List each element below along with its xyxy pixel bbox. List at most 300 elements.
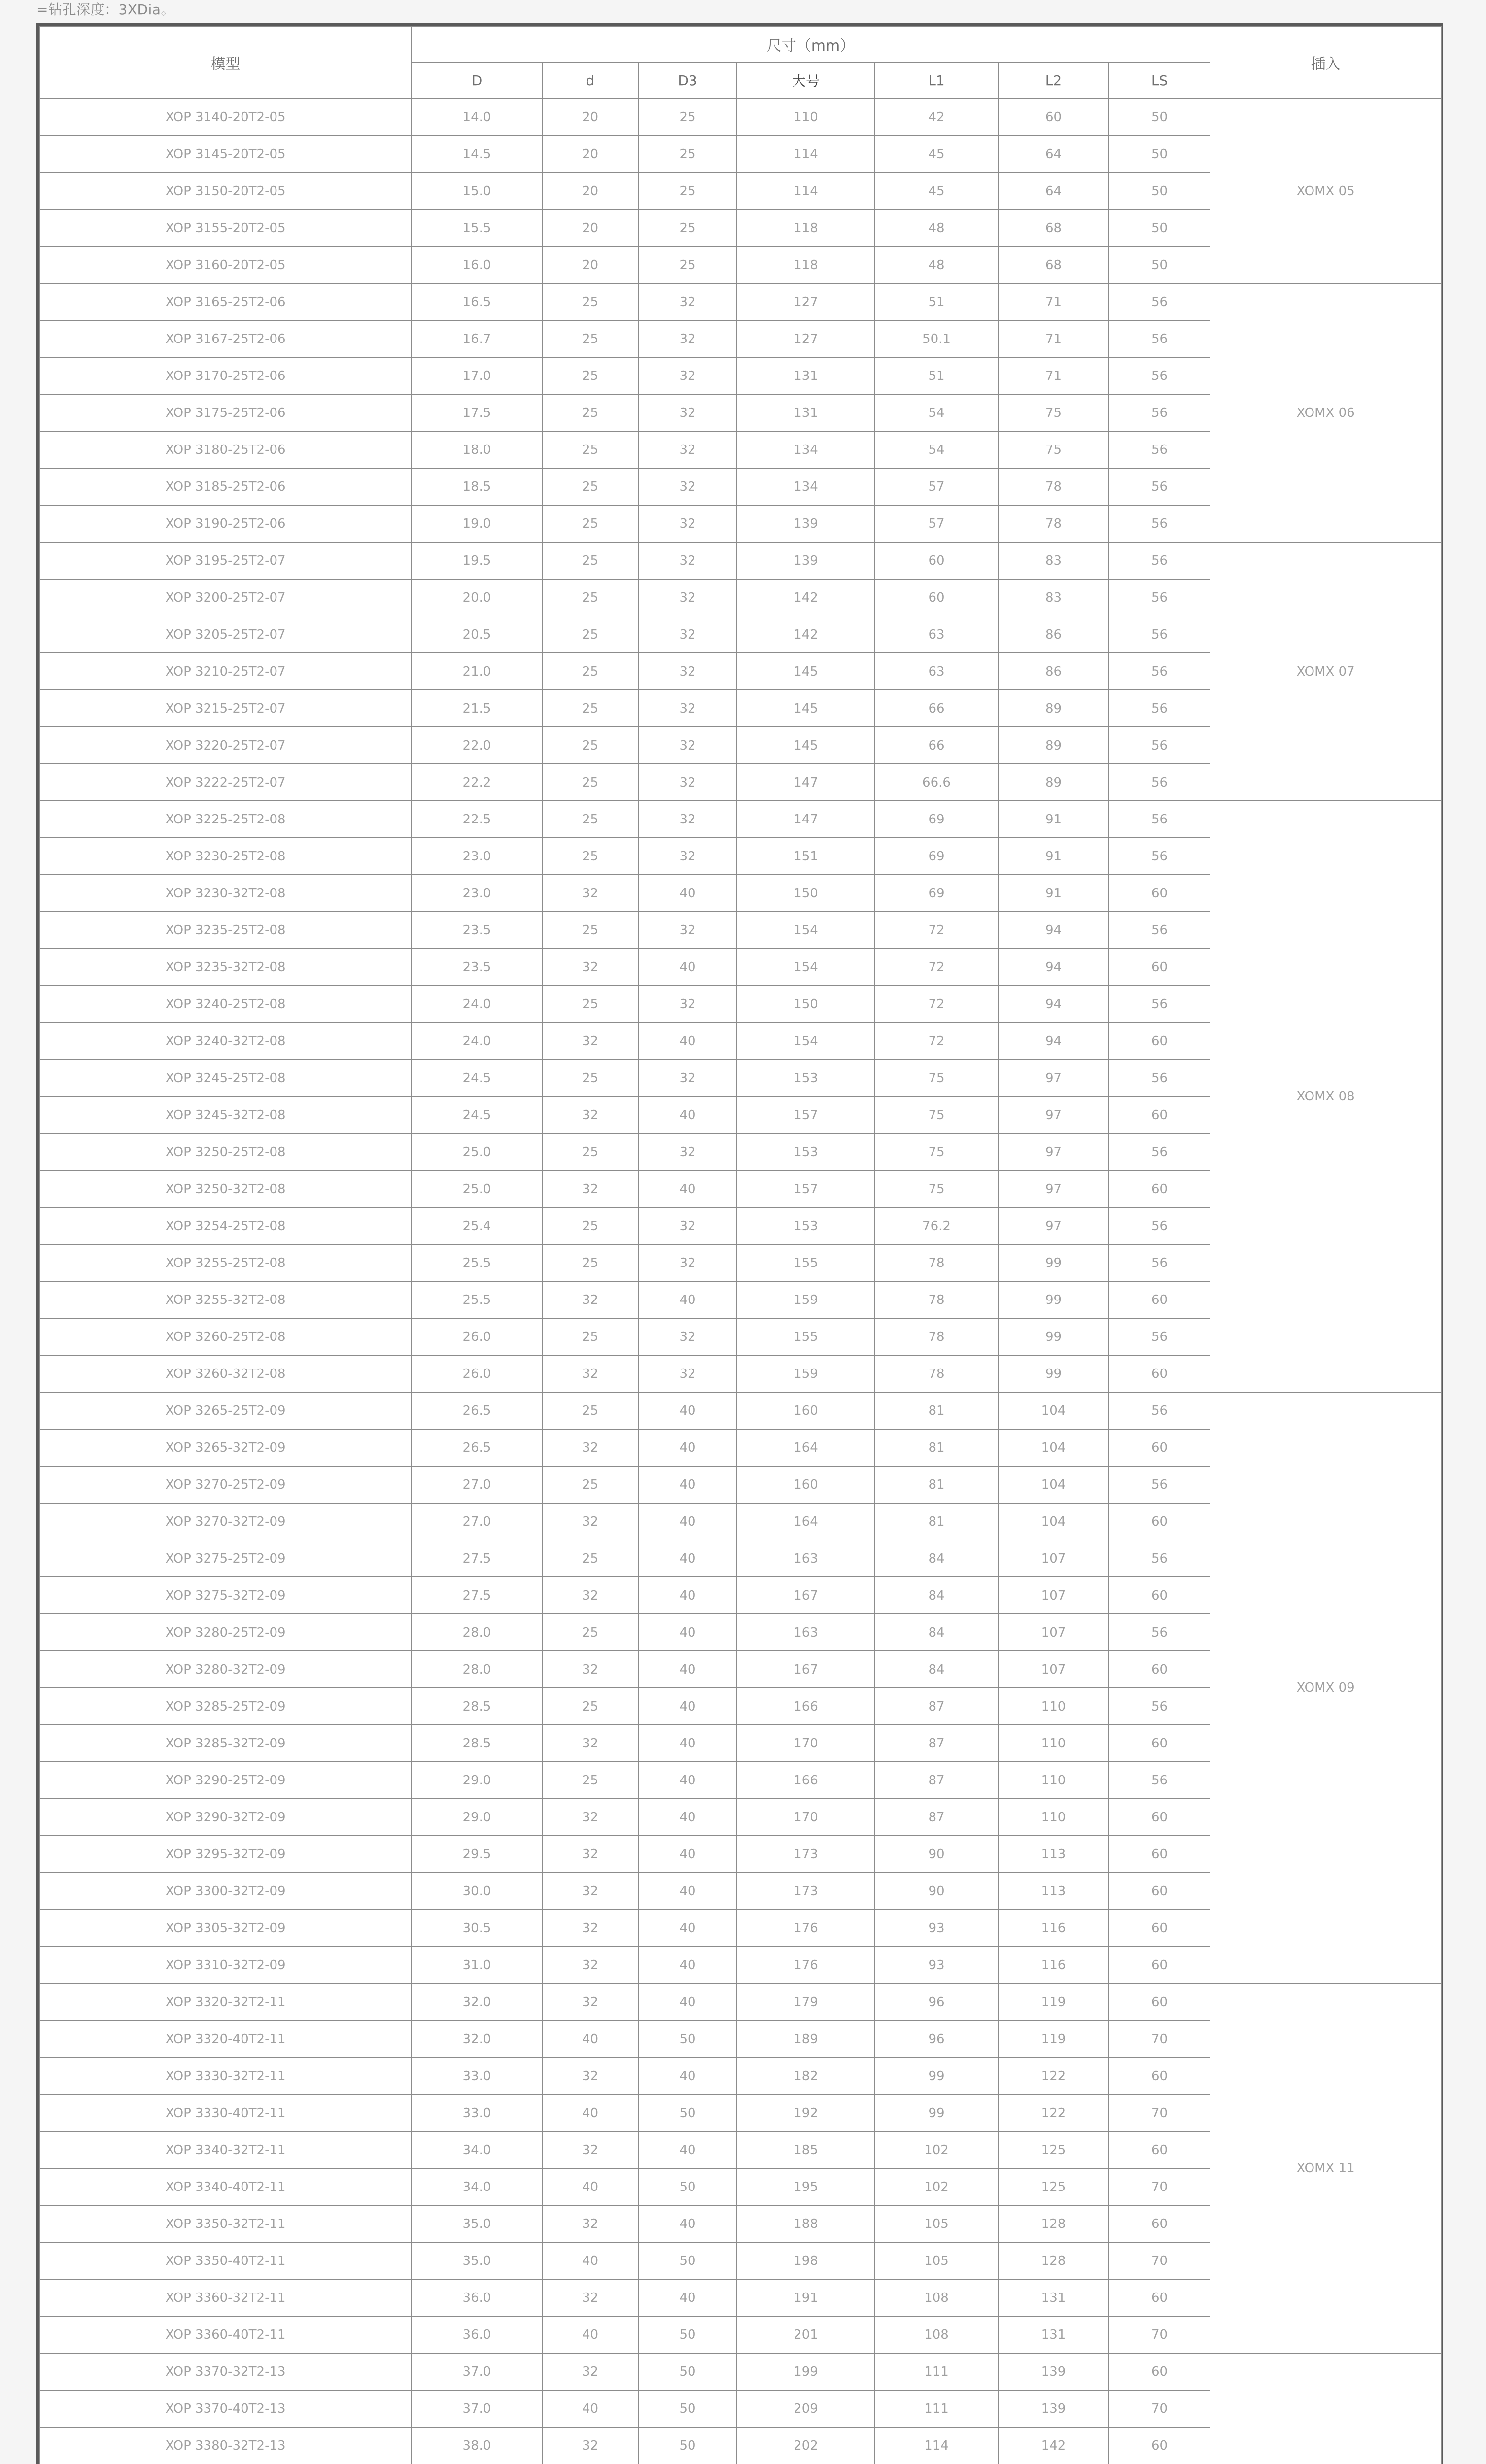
L2-cell: 104 [998, 1429, 1109, 1466]
L2-cell: 91 [998, 801, 1109, 838]
large-cell: 195 [737, 2168, 875, 2205]
model-cell: XOP 3285-25T2-09 [39, 1688, 412, 1725]
L2-cell: 78 [998, 505, 1109, 542]
D3-cell: 40 [638, 1762, 737, 1799]
D3-cell: 50 [638, 2427, 737, 2464]
d-cell: 32 [542, 1281, 638, 1318]
LS-cell: 70 [1109, 2242, 1210, 2279]
d-cell: 20 [542, 246, 638, 283]
LS-cell: 60 [1109, 1429, 1210, 1466]
D-cell: 35.0 [412, 2205, 542, 2242]
D-cell: 33.0 [412, 2057, 542, 2094]
d-cell: 32 [542, 2131, 638, 2168]
L1-cell: 57 [875, 505, 998, 542]
D3-cell: 50 [638, 2390, 737, 2427]
D-cell: 18.0 [412, 431, 542, 468]
D-cell: 36.0 [412, 2279, 542, 2316]
insert-cell: XOMX 11 [1210, 1984, 1441, 2353]
D3-cell: 40 [638, 1429, 737, 1466]
D-cell: 32.0 [412, 1984, 542, 2020]
D3-cell: 40 [638, 2279, 737, 2316]
model-cell: XOP 3225-25T2-08 [39, 801, 412, 838]
L1-cell: 81 [875, 1503, 998, 1540]
D-cell: 27.5 [412, 1577, 542, 1614]
d-cell: 25 [542, 579, 638, 616]
L2-cell: 97 [998, 1096, 1109, 1133]
LS-cell: 60 [1109, 2131, 1210, 2168]
D3-cell: 32 [638, 505, 737, 542]
D3-cell: 50 [638, 2316, 737, 2353]
d-cell: 25 [542, 838, 638, 875]
D-cell: 22.5 [412, 801, 542, 838]
L2-cell: 94 [998, 912, 1109, 949]
drilling-depth-note: =钻孔深度：3XDia。 [36, 1, 175, 18]
large-cell: 153 [737, 1133, 875, 1170]
L2-cell: 97 [998, 1207, 1109, 1244]
large-cell: 114 [737, 136, 875, 172]
d-cell: 32 [542, 2427, 638, 2464]
L1-cell: 48 [875, 246, 998, 283]
LS-cell: 60 [1109, 949, 1210, 986]
table-row [39, 283, 1441, 320]
L2-cell: 68 [998, 209, 1109, 246]
model-cell: XOP 3350-32T2-11 [39, 2205, 412, 2242]
D-cell: 23.0 [412, 875, 542, 912]
LS-cell: 56 [1109, 727, 1210, 764]
model-cell: XOP 3280-32T2-09 [39, 1651, 412, 1688]
L1-cell: 66 [875, 727, 998, 764]
d-cell: 25 [542, 542, 638, 579]
D-cell: 34.0 [412, 2168, 542, 2205]
LS-cell: 60 [1109, 1984, 1210, 2020]
model-cell: XOP 3220-25T2-07 [39, 727, 412, 764]
D-cell: 32.0 [412, 2020, 542, 2057]
L2-cell: 75 [998, 431, 1109, 468]
large-cell: 167 [737, 1577, 875, 1614]
L2-cell: 89 [998, 764, 1109, 801]
model-cell: XOP 3170-25T2-06 [39, 357, 412, 394]
L2-cell: 60 [998, 99, 1109, 136]
D-cell: 17.5 [412, 394, 542, 431]
L1-cell: 60 [875, 579, 998, 616]
LS-cell: 60 [1109, 1651, 1210, 1688]
L2-cell: 99 [998, 1244, 1109, 1281]
D-cell: 25.0 [412, 1170, 542, 1207]
LS-cell: 56 [1109, 1133, 1210, 1170]
large-cell: 202 [737, 2427, 875, 2464]
d-cell: 25 [542, 616, 638, 653]
L1-cell: 63 [875, 616, 998, 653]
d-cell: 40 [542, 2168, 638, 2205]
d-cell: 32 [542, 2279, 638, 2316]
model-cell: XOP 3155-20T2-05 [39, 209, 412, 246]
D3-cell: 32 [638, 320, 737, 357]
model-cell: XOP 3254-25T2-08 [39, 1207, 412, 1244]
LS-cell: 60 [1109, 1577, 1210, 1614]
D3-cell: 40 [638, 2057, 737, 2094]
L2-cell: 107 [998, 1614, 1109, 1651]
large-cell: 118 [737, 246, 875, 283]
LS-cell: 56 [1109, 1614, 1210, 1651]
model-cell: XOP 3320-40T2-11 [39, 2020, 412, 2057]
L2-cell: 97 [998, 1133, 1109, 1170]
L1-cell: 99 [875, 2094, 998, 2131]
model-cell: XOP 3295-32T2-09 [39, 1836, 412, 1873]
large-cell: 147 [737, 801, 875, 838]
L1-cell: 84 [875, 1651, 998, 1688]
L2-cell: 125 [998, 2168, 1109, 2205]
size-header: 尺寸（mm） [412, 26, 1210, 62]
D-cell: 29.0 [412, 1762, 542, 1799]
D3-cell: 32 [638, 690, 737, 727]
D3-cell: 40 [638, 1392, 737, 1429]
model-cell: XOP 3190-25T2-06 [39, 505, 412, 542]
large-cell: 164 [737, 1503, 875, 1540]
large-cell: 134 [737, 431, 875, 468]
D3-cell: 32 [638, 616, 737, 653]
L1-cell: 84 [875, 1540, 998, 1577]
L2-cell: 119 [998, 2020, 1109, 2057]
D-cell: 28.5 [412, 1725, 542, 1762]
L2-cell: 89 [998, 690, 1109, 727]
d-cell: 32 [542, 1799, 638, 1836]
L1-cell: 84 [875, 1614, 998, 1651]
large-cell: 157 [737, 1096, 875, 1133]
D-cell: 20.0 [412, 579, 542, 616]
table-row [39, 99, 1441, 136]
d-cell: 40 [542, 2390, 638, 2427]
D-cell: 17.0 [412, 357, 542, 394]
large-cell: 191 [737, 2279, 875, 2316]
D3-cell: 25 [638, 172, 737, 209]
model-cell: XOP 3160-20T2-05 [39, 246, 412, 283]
model-cell: XOP 3370-40T2-13 [39, 2390, 412, 2427]
LS-cell: 56 [1109, 653, 1210, 690]
D3-cell: 40 [638, 1023, 737, 1060]
D-cell: 19.5 [412, 542, 542, 579]
large-cell: 153 [737, 1207, 875, 1244]
LS-cell: 60 [1109, 1910, 1210, 1947]
large-cell: 176 [737, 1947, 875, 1984]
model-cell: XOP 3205-25T2-07 [39, 616, 412, 653]
d-cell: 25 [542, 468, 638, 505]
L2-cell: 139 [998, 2353, 1109, 2390]
LS-cell: 60 [1109, 2057, 1210, 2094]
L2-cell: 104 [998, 1392, 1109, 1429]
L1-cell: 108 [875, 2279, 998, 2316]
large-cell: 131 [737, 357, 875, 394]
D-cell: 25.0 [412, 1133, 542, 1170]
large-cell: 139 [737, 542, 875, 579]
D-cell: 23.5 [412, 912, 542, 949]
model-cell: XOP 3260-25T2-08 [39, 1318, 412, 1355]
large-cell: 198 [737, 2242, 875, 2279]
D3-cell: 40 [638, 1540, 737, 1577]
large-cell: 160 [737, 1392, 875, 1429]
L1-cell: 84 [875, 1577, 998, 1614]
D-cell: 38.0 [412, 2427, 542, 2464]
large-cell: 139 [737, 505, 875, 542]
D3-cell: 40 [638, 1947, 737, 1984]
large-cell: 199 [737, 2353, 875, 2390]
D-cell: 26.0 [412, 1355, 542, 1392]
d-cell: 25 [542, 320, 638, 357]
d-cell: 25 [542, 1688, 638, 1725]
large-cell: 188 [737, 2205, 875, 2242]
D-cell: 26.5 [412, 1392, 542, 1429]
insert-cell [1210, 2353, 1441, 2464]
large-cell: 209 [737, 2390, 875, 2427]
LS-cell: 60 [1109, 1355, 1210, 1392]
d-cell: 32 [542, 1910, 638, 1947]
D-cell: 31.0 [412, 1947, 542, 1984]
L1-cell: 69 [875, 801, 998, 838]
D3-cell: 40 [638, 1984, 737, 2020]
large-cell: 127 [737, 283, 875, 320]
large-cell: 170 [737, 1799, 875, 1836]
L2-cell: 78 [998, 468, 1109, 505]
large-cell: 154 [737, 1023, 875, 1060]
L2-cell: 99 [998, 1281, 1109, 1318]
L1-cell: 42 [875, 99, 998, 136]
L2-cell: 116 [998, 1947, 1109, 1984]
model-cell: XOP 3245-25T2-08 [39, 1060, 412, 1096]
L2-cell: 104 [998, 1466, 1109, 1503]
L2-cell: 86 [998, 616, 1109, 653]
model-cell: XOP 3245-32T2-08 [39, 1096, 412, 1133]
model-cell: XOP 3260-32T2-08 [39, 1355, 412, 1392]
LS-cell: 56 [1109, 394, 1210, 431]
LS-cell: 70 [1109, 2390, 1210, 2427]
spec-table-frame [36, 23, 1443, 2464]
L2-cell: 131 [998, 2279, 1109, 2316]
D3-cell: 40 [638, 1725, 737, 1762]
LS-cell: 56 [1109, 505, 1210, 542]
d-cell: 20 [542, 99, 638, 136]
L2-cell: 131 [998, 2316, 1109, 2353]
large-cell: 192 [737, 2094, 875, 2131]
LS-cell: 60 [1109, 1170, 1210, 1207]
LS-cell: 50 [1109, 209, 1210, 246]
D3-cell: 40 [638, 1688, 737, 1725]
L1-cell: 76.2 [875, 1207, 998, 1244]
D-cell: 35.0 [412, 2242, 542, 2279]
model-cell: XOP 3235-25T2-08 [39, 912, 412, 949]
D3-cell: 25 [638, 209, 737, 246]
D3-cell: 32 [638, 394, 737, 431]
D3-cell: 32 [638, 431, 737, 468]
D-cell: 28.0 [412, 1614, 542, 1651]
L1-cell: 108 [875, 2316, 998, 2353]
LS-cell: 56 [1109, 1762, 1210, 1799]
L2-cell: 83 [998, 579, 1109, 616]
LS-cell: 70 [1109, 2094, 1210, 2131]
D3-cell: 50 [638, 2020, 737, 2057]
LS-cell: 60 [1109, 1799, 1210, 1836]
L2-cell: 75 [998, 394, 1109, 431]
col-header-L2: L2 [998, 62, 1109, 99]
large-cell: 164 [737, 1429, 875, 1466]
model-cell: XOP 3290-25T2-09 [39, 1762, 412, 1799]
large-cell: 160 [737, 1466, 875, 1503]
L1-cell: 81 [875, 1466, 998, 1503]
large-cell: 147 [737, 764, 875, 801]
D3-cell: 25 [638, 246, 737, 283]
D3-cell: 32 [638, 727, 737, 764]
L1-cell: 60 [875, 542, 998, 579]
model-cell: XOP 3380-32T2-13 [39, 2427, 412, 2464]
model-header: 模型 [39, 26, 412, 99]
large-cell: 154 [737, 912, 875, 949]
L2-cell: 110 [998, 1799, 1109, 1836]
L1-cell: 51 [875, 283, 998, 320]
d-cell: 25 [542, 986, 638, 1023]
L2-cell: 91 [998, 875, 1109, 912]
L1-cell: 66.6 [875, 764, 998, 801]
col-header-L1: L1 [875, 62, 998, 99]
D-cell: 15.5 [412, 209, 542, 246]
D-cell: 30.0 [412, 1873, 542, 1910]
table-row [39, 1984, 1441, 2020]
D3-cell: 32 [638, 653, 737, 690]
D3-cell: 32 [638, 1207, 737, 1244]
LS-cell: 60 [1109, 875, 1210, 912]
d-cell: 32 [542, 1023, 638, 1060]
d-cell: 25 [542, 764, 638, 801]
large-cell: 145 [737, 727, 875, 764]
L2-cell: 97 [998, 1170, 1109, 1207]
L2-cell: 113 [998, 1836, 1109, 1873]
large-cell: 155 [737, 1244, 875, 1281]
D-cell: 36.0 [412, 2316, 542, 2353]
L1-cell: 87 [875, 1688, 998, 1725]
d-cell: 32 [542, 1429, 638, 1466]
large-cell: 201 [737, 2316, 875, 2353]
D3-cell: 32 [638, 542, 737, 579]
L1-cell: 54 [875, 394, 998, 431]
D-cell: 25.4 [412, 1207, 542, 1244]
model-cell: XOP 3210-25T2-07 [39, 653, 412, 690]
d-cell: 32 [542, 1873, 638, 1910]
model-cell: XOP 3350-40T2-11 [39, 2242, 412, 2279]
L1-cell: 93 [875, 1947, 998, 1984]
insert-cell: XOMX 07 [1210, 542, 1441, 801]
LS-cell: 56 [1109, 1060, 1210, 1096]
LS-cell: 60 [1109, 1725, 1210, 1762]
LS-cell: 56 [1109, 542, 1210, 579]
D-cell: 25.5 [412, 1244, 542, 1281]
d-cell: 25 [542, 1540, 638, 1577]
LS-cell: 70 [1109, 2316, 1210, 2353]
model-cell: XOP 3240-25T2-08 [39, 986, 412, 1023]
D3-cell: 50 [638, 2242, 737, 2279]
L1-cell: 87 [875, 1762, 998, 1799]
L2-cell: 71 [998, 283, 1109, 320]
LS-cell: 60 [1109, 2353, 1210, 2390]
L2-cell: 104 [998, 1503, 1109, 1540]
model-cell: XOP 3175-25T2-06 [39, 394, 412, 431]
D3-cell: 32 [638, 468, 737, 505]
D3-cell: 32 [638, 1133, 737, 1170]
D-cell: 15.0 [412, 172, 542, 209]
L2-cell: 97 [998, 1060, 1109, 1096]
large-cell: 145 [737, 690, 875, 727]
table-row [39, 2353, 1441, 2390]
D-cell: 27.5 [412, 1540, 542, 1577]
model-cell: XOP 3250-32T2-08 [39, 1170, 412, 1207]
d-cell: 32 [542, 1096, 638, 1133]
d-cell: 32 [542, 1836, 638, 1873]
insert-cell: XOMX 08 [1210, 801, 1441, 1392]
large-cell: 150 [737, 875, 875, 912]
L1-cell: 54 [875, 431, 998, 468]
L2-cell: 125 [998, 2131, 1109, 2168]
D-cell: 16.7 [412, 320, 542, 357]
large-cell: 163 [737, 1540, 875, 1577]
D3-cell: 40 [638, 875, 737, 912]
D-cell: 24.0 [412, 1023, 542, 1060]
model-cell: XOP 3255-32T2-08 [39, 1281, 412, 1318]
d-cell: 32 [542, 1170, 638, 1207]
L1-cell: 96 [875, 1984, 998, 2020]
D-cell: 16.0 [412, 246, 542, 283]
model-cell: XOP 3265-25T2-09 [39, 1392, 412, 1429]
model-cell: XOP 3340-40T2-11 [39, 2168, 412, 2205]
large-cell: 142 [737, 616, 875, 653]
D3-cell: 32 [638, 1060, 737, 1096]
model-cell: XOP 3255-25T2-08 [39, 1244, 412, 1281]
L1-cell: 78 [875, 1318, 998, 1355]
D-cell: 37.0 [412, 2353, 542, 2390]
LS-cell: 60 [1109, 1281, 1210, 1318]
LS-cell: 56 [1109, 1392, 1210, 1429]
LS-cell: 56 [1109, 283, 1210, 320]
L2-cell: 110 [998, 1725, 1109, 1762]
model-cell: XOP 3165-25T2-06 [39, 283, 412, 320]
LS-cell: 56 [1109, 431, 1210, 468]
L2-cell: 110 [998, 1688, 1109, 1725]
L1-cell: 81 [875, 1392, 998, 1429]
insert-cell: XOMX 09 [1210, 1392, 1441, 1984]
d-cell: 25 [542, 1466, 638, 1503]
L2-cell: 91 [998, 838, 1109, 875]
L1-cell: 69 [875, 875, 998, 912]
large-cell: 173 [737, 1873, 875, 1910]
L1-cell: 50.1 [875, 320, 998, 357]
D-cell: 23.5 [412, 949, 542, 986]
L1-cell: 72 [875, 949, 998, 986]
d-cell: 25 [542, 394, 638, 431]
table-row [39, 542, 1441, 579]
model-cell: XOP 3270-32T2-09 [39, 1503, 412, 1540]
D3-cell: 40 [638, 2205, 737, 2242]
D3-cell: 40 [638, 1614, 737, 1651]
L2-cell: 71 [998, 320, 1109, 357]
D-cell: 25.5 [412, 1281, 542, 1318]
large-cell: 189 [737, 2020, 875, 2057]
L1-cell: 75 [875, 1170, 998, 1207]
model-cell: XOP 3150-20T2-05 [39, 172, 412, 209]
LS-cell: 70 [1109, 2168, 1210, 2205]
L2-cell: 94 [998, 986, 1109, 1023]
L2-cell: 68 [998, 246, 1109, 283]
d-cell: 25 [542, 1207, 638, 1244]
d-cell: 32 [542, 875, 638, 912]
d-cell: 40 [542, 2094, 638, 2131]
D-cell: 26.5 [412, 1429, 542, 1466]
model-cell: XOP 3330-32T2-11 [39, 2057, 412, 2094]
L1-cell: 45 [875, 172, 998, 209]
